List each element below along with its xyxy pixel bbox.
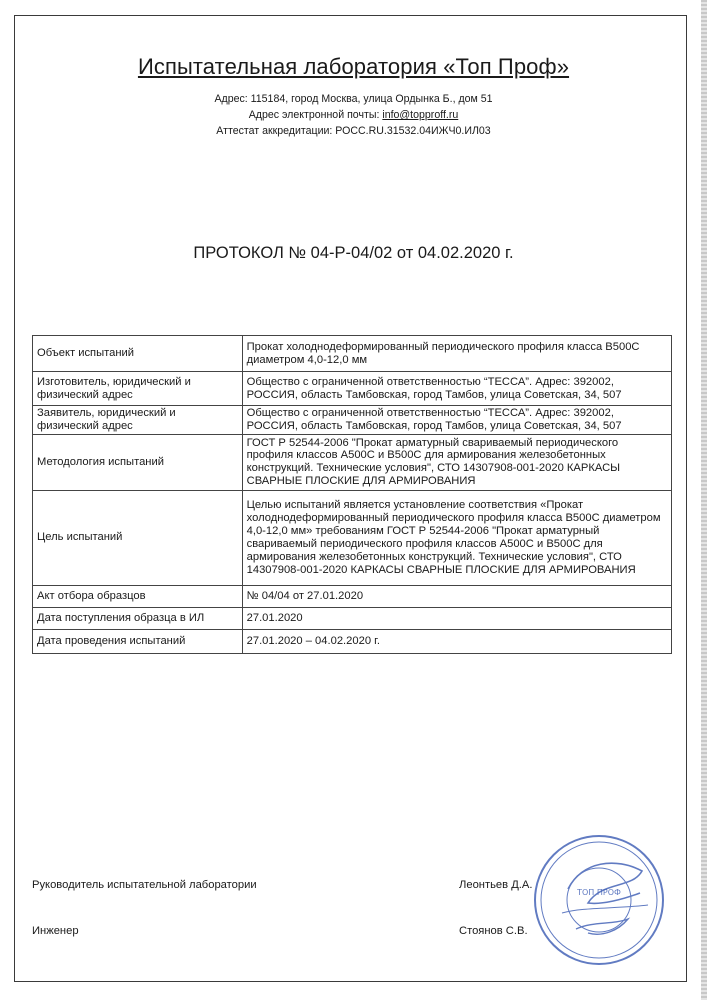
row-label: Дата проведения испытаний	[33, 629, 243, 653]
table-row	[33, 336, 672, 372]
row-value: Прокат холоднодеформированный периодического профиля класса В500С диаметром 4,0-12,0 мм	[242, 336, 671, 372]
email-link[interactable]: info@topproff.ru	[382, 109, 459, 121]
table-row	[33, 490, 672, 585]
signature-name: Леонтьев Д.А.	[459, 879, 533, 891]
laboratory-accreditation: Аттестат аккредитации: РОСС.RU.31532.04ИЖЧ0.ИЛ03	[216, 125, 491, 137]
table-row	[33, 372, 672, 406]
laboratory-name: Испытательная лаборатория «Топ Проф»	[137, 54, 570, 79]
laboratory-info	[0, 91, 707, 139]
row-value: 27.01.2020	[242, 607, 671, 629]
row-label: Заявитель, юридический и физический адрес	[33, 406, 243, 435]
table-row	[33, 629, 672, 653]
row-value: Целью испытаний является установление соответствия «Прокат холоднодеформированный периодического профиля класса В500С диаметром 4,0-12,0 мм» требованиям ГОСТ Р 52544-2006 "Прокат арматурный свариваемый периодического профиля классов А500С и В500С для армирования железобетонных конструкций. Технические условия", СТО 14307908-001-2020 КАРКАСЫ СВАРНЫЕ ПЛОСКИЕ ДЛЯ АРМИРОВАНИЯ	[242, 490, 671, 585]
laboratory-address: Адрес: 115184, город Москва, улица Ордынка Б., дом 51	[214, 93, 493, 105]
signature-role: Руководитель испытательной лаборатории	[32, 879, 257, 891]
row-label: Изготовитель, юридический и физический адрес	[33, 372, 243, 406]
laboratory-email-line	[0, 107, 707, 123]
row-value: 27.01.2020 – 04.02.2020 г.	[242, 629, 671, 653]
row-label: Объект испытаний	[33, 336, 243, 372]
signature-name: Стоянов С.В.	[459, 925, 528, 937]
row-value: ГОСТ Р 52544-2006 "Прокат арматурный свариваемый периодического профиля классов А500С и В500С для армирования железобетонных конструкций. Технические условия", СТО 14307908-001-2020 КАРКАСЫ СВАРНЫЕ ПЛОСКИЕ ДЛЯ АРМИРОВАНИЯ	[242, 434, 671, 490]
row-value: № 04/04 от 27.01.2020	[242, 585, 671, 607]
row-value: Общество с ограниченной ответственностью “ТЕССА”. Адрес: 392002, РОССИЯ, область Тамбовская, город Тамбов, улица Советская, 34, 507	[242, 372, 671, 406]
signature-role: Инженер	[32, 925, 79, 937]
seal-stamp-icon	[532, 833, 666, 967]
row-value: Общество с ограниченной ответственностью “ТЕССА”. Адрес: 392002, РОССИЯ, область Тамбовская, город Тамбов, улица Советская, 34, 507	[242, 406, 671, 435]
table-row	[33, 406, 672, 435]
row-label: Дата поступления образца в ИЛ	[33, 607, 243, 629]
table-row	[33, 607, 672, 629]
table-row	[33, 585, 672, 607]
table-row	[33, 434, 672, 490]
email-label: Адрес электронной почты:	[248, 109, 380, 121]
protocol-title: ПРОТОКОЛ № 04-Р-04/02 от 04.02.2020 г.	[193, 244, 514, 262]
row-label: Методология испытаний	[33, 434, 243, 490]
scan-edge	[701, 0, 707, 1000]
svg-text:ТОП ПРОФ: ТОП ПРОФ	[577, 888, 621, 897]
row-label: Цель испытаний	[33, 490, 243, 585]
row-label: Акт отбора образцов	[33, 585, 243, 607]
protocol-table	[32, 335, 672, 654]
